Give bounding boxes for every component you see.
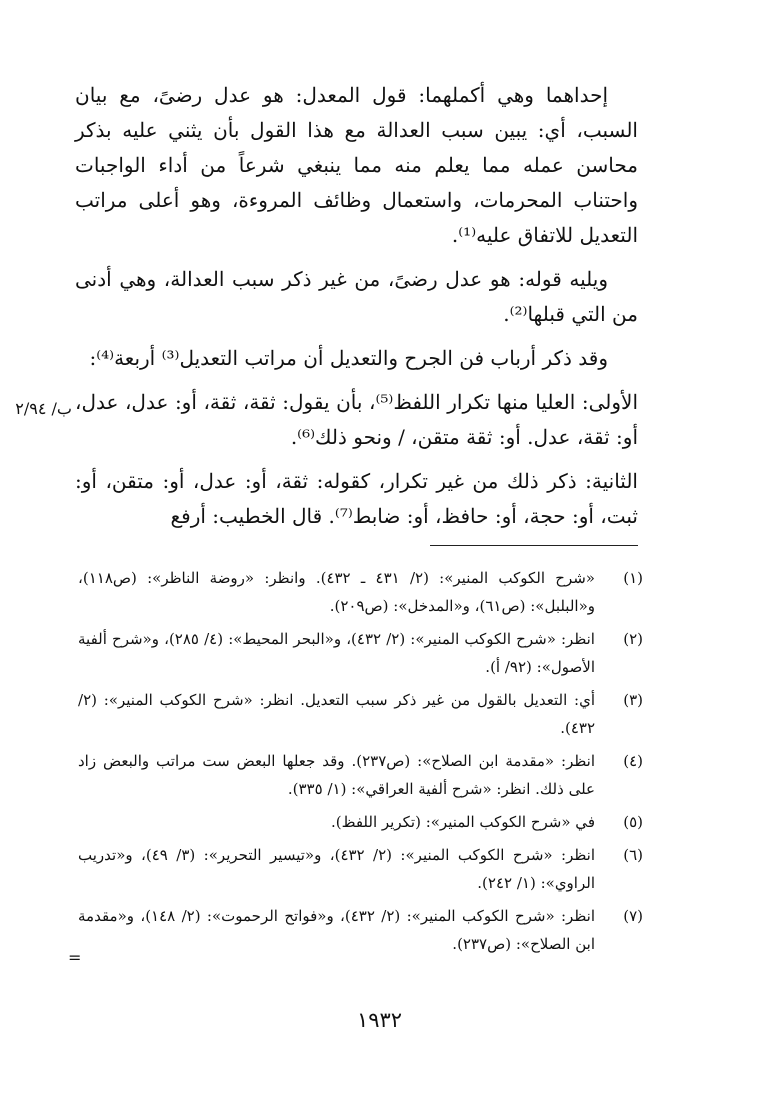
footnote-number: (١) <box>623 569 643 587</box>
paragraph-5: الثانية: ذكر ذلك من غير تكرار، كقوله: ثقة، أو: عدل، أو: متقن، أو: ثبت، أو: حجة، أو: حافظ، أو: ضابط⁽⁷⁾. قال الخطيب: أرفع <box>75 469 638 528</box>
paragraph-2: ويليه قوله: هو عدل رضىً، من غير ذكر سبب العدالة، وهي أدنى من التي قبلها⁽²⁾. <box>75 267 638 326</box>
footnote-text: «شرح الكوكب المنير»: (٢/ ٤٣١ ـ ٤٣٢). وانظر: «روضة الناظر»: (ص١١٨)، و«البلبل»: (ص٦١)، و«المدخل»: (ص٢٠٩). <box>78 569 595 615</box>
footnote <box>78 686 643 742</box>
footnote-text: انظر: «شرح الكوكب المنير»: (٢/ ٤٣٢)، و«تيسير التحرير»: (٣/ ٤٩)، و«تدريب الراوي»: (١/ ٢٤٢). <box>78 846 595 892</box>
footnote-number: (٧) <box>623 907 643 925</box>
paragraph-3: وقد ذكر أرباب فن الجرح والتعديل أن مراتب التعديل⁽³⁾ أربعة⁽⁴⁾: <box>89 346 608 370</box>
footnote <box>78 564 643 620</box>
main-text <box>75 78 638 543</box>
footnote <box>78 841 643 897</box>
continuation-mark: = <box>68 948 82 967</box>
paragraph-4: الأولى: العليا منها تكرار اللفظ⁽⁵⁾، بأن يقول: ثقة، ثقة، أو: عدل، عدل، أو: ثقة، عدل. أو: ثقة متقن، / ونحو ذلك⁽⁶⁾. <box>75 390 639 449</box>
manuscript-folio-marker: ب/ ٢/٩٤ <box>15 399 72 418</box>
footnote-text: انظر: «شرح الكوكب المنير»: (٢/ ٤٣٢)، و«البحر المحيط»: (٤/ ٢٨٥)، و«شرح ألفية الأصول»: (٩٢/ أ). <box>78 630 595 676</box>
footnote-separator <box>430 545 638 546</box>
footnote-number: (٣) <box>623 691 643 709</box>
footnote <box>78 808 643 836</box>
footnote-number: (٢) <box>623 630 643 648</box>
page-number: ١٩٣٢ <box>356 1008 403 1032</box>
footnote <box>78 902 643 958</box>
footnote-text: انظر: «مقدمة ابن الصلاح»: (ص٢٣٧). وقد جعلها البعض ست مراتب والبعض زاد على ذلك. انظر: «شرح ألفية العراقي»: (١/ ٣٣٥). <box>78 752 596 798</box>
footnote-number: (٥) <box>623 813 643 831</box>
footnote-text: أي: التعديل بالقول من غير ذكر سبب التعديل. انظر: «شرح الكوكب المنير»: (٢/ ٤٣٢). <box>78 691 595 737</box>
footnote-number: (٦) <box>623 846 643 864</box>
footnote-text: انظر: «شرح الكوكب المنير»: (٢/ ٤٣٢)، و«فواتح الرحموت»: (٢/ ١٤٨)، و«مقدمة ابن الصلاح»: (ص٢٣٧). <box>78 907 595 953</box>
footnote-text: في «شرح الكوكب المنير»: (تكرير اللفظ). <box>330 813 595 831</box>
footnote-number: (٤) <box>623 752 643 770</box>
paragraph-1: إحداهما وهي أكملهما: قول المعدل: هو عدل رضىً، مع بيان السبب، أي: يبين سبب العدالة مع هذا القول بأن يثني عليه بذكر محاسن عمله مما يعلم منه مما ينبغي شرعاً من أداء الواجبات واحتناب المحرمات، واستعمال وظائف المروءة، وهو أعلى مراتب التعديل للاتفاق عليه⁽¹⁾. <box>75 83 638 247</box>
footnote <box>78 625 643 681</box>
footnotes <box>78 564 643 963</box>
footnote <box>78 747 643 803</box>
